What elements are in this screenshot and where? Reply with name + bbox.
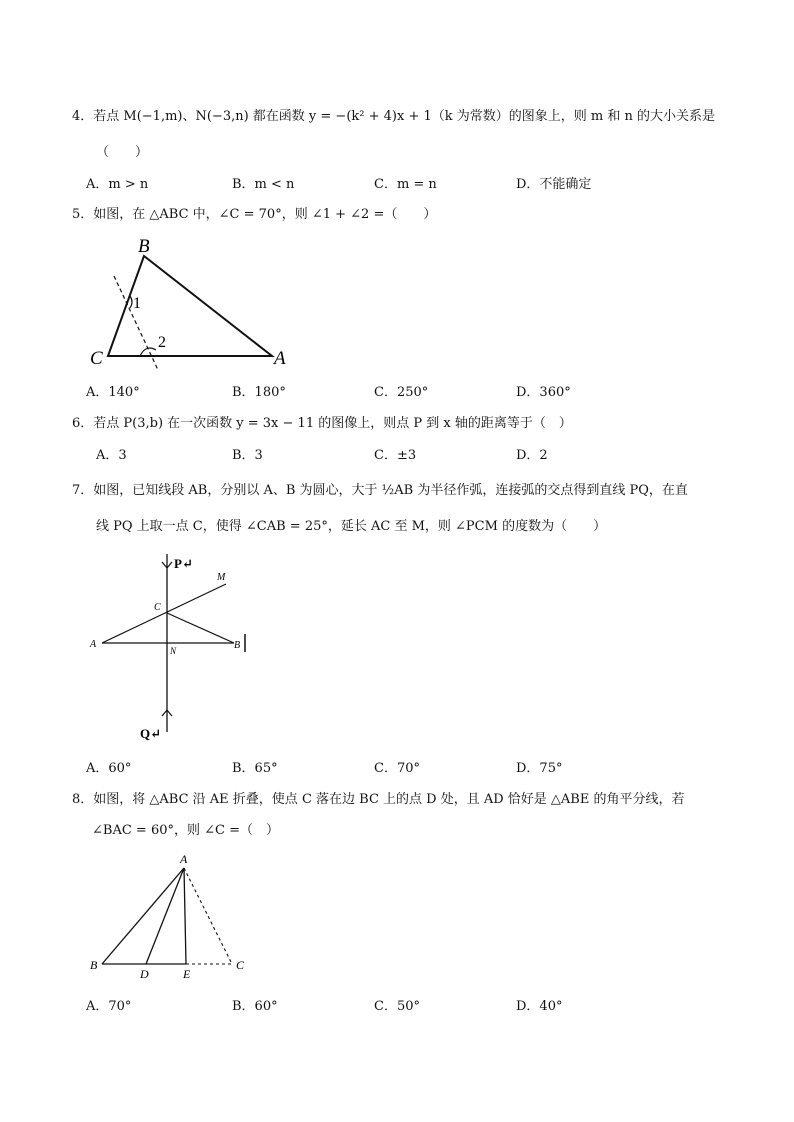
q6-stem-line1: 6．若点 P(3,b) 在一次函数 y = 3x − 11 的图像上，则点 P 到 x 轴的距离等于（ ） (72, 416, 572, 431)
q4-option-b: B．m < n (232, 177, 295, 192)
q8-label-b: B (90, 958, 98, 972)
q5-option-d: D．360° (516, 385, 571, 400)
q5-label-angle2: 2 (158, 334, 166, 351)
q7-label-c: C (154, 602, 161, 613)
q7-label-p: P↵ (174, 556, 193, 571)
q7-label-m: M (217, 572, 226, 583)
q6-option-a: A．3 (96, 448, 127, 463)
q8-stem-line1: 8．如图，将 △ABC 沿 AE 折叠，使点 C 落在边 BC 上的点 D 处，且 AD 恰好是 △ABE 的角平分线，若 (72, 792, 685, 807)
q7-stem-line2: 线 PQ 上取一点 C，使得 ∠CAB = 25°，延长 AC 至 M，则 ∠PCM 的度数为（ ） (96, 519, 607, 534)
q4-stem-line2: （ ） (96, 145, 149, 160)
q7-label-b: B (234, 640, 241, 651)
q5-stem-line1: 5．如图，在 △ABC 中，∠C = 70°，则 ∠1 + ∠2 =（ ） (72, 207, 437, 222)
q5-label-c: C (90, 348, 103, 369)
q7-construction-figure (86, 548, 266, 748)
q7-stem-line1: 7．如图，已知线段 AB，分别以 A、B 为圆心，大于 ½AB 为半径作弧，连接弧的交点得到直线 PQ，在直 (72, 483, 688, 498)
q8-option-c: C．50° (374, 999, 420, 1014)
q8-option-d: D．40° (516, 999, 563, 1014)
q7-label-q: Q↵ (140, 726, 162, 741)
q6-option-b: B．3 (232, 448, 263, 463)
q7-option-b: B．65° (232, 761, 278, 776)
q4-option-a: A．m > n (86, 177, 149, 192)
q7-label-a: A (90, 639, 97, 650)
q8-option-a: A．70° (86, 999, 132, 1014)
q4-stem-line1: 4．若点 M(−1,m)、N(−3,n) 都在函数 y = −(k² + 4)x + 1（k 为常数）的图象上，则 m 和 n 的大小关系是 (72, 109, 715, 124)
q8-label-c: C (236, 958, 245, 972)
q5-label-angle1: 1 (133, 295, 141, 312)
q8-label-e: E (183, 967, 191, 981)
q5-label-a: A (274, 348, 286, 369)
q5-option-b: B．180° (232, 385, 286, 400)
q7-label-n: N (170, 646, 177, 656)
q7-option-d: D．75° (516, 761, 563, 776)
q8-option-b: B．60° (232, 999, 278, 1014)
q4-option-d: D．不能确定 (516, 177, 592, 192)
q4-option-c: C．m = n (374, 177, 437, 192)
q6-option-c: C．±3 (374, 448, 417, 463)
q5-option-c: C．250° (374, 385, 429, 400)
q8-stem-line2: ∠BAC = 60°，则 ∠C =（ ） (92, 823, 279, 838)
q6-option-d: D．2 (516, 448, 548, 463)
q5-option-a: A．140° (86, 385, 140, 400)
q5-triangle-figure (86, 232, 296, 372)
q7-option-c: C．70° (374, 761, 420, 776)
q5-label-b: B (138, 236, 150, 257)
q8-label-a: A (180, 852, 188, 866)
q7-option-a: A．60° (86, 761, 132, 776)
q8-label-d: D (140, 967, 149, 981)
q8-fold-figure (86, 848, 256, 983)
